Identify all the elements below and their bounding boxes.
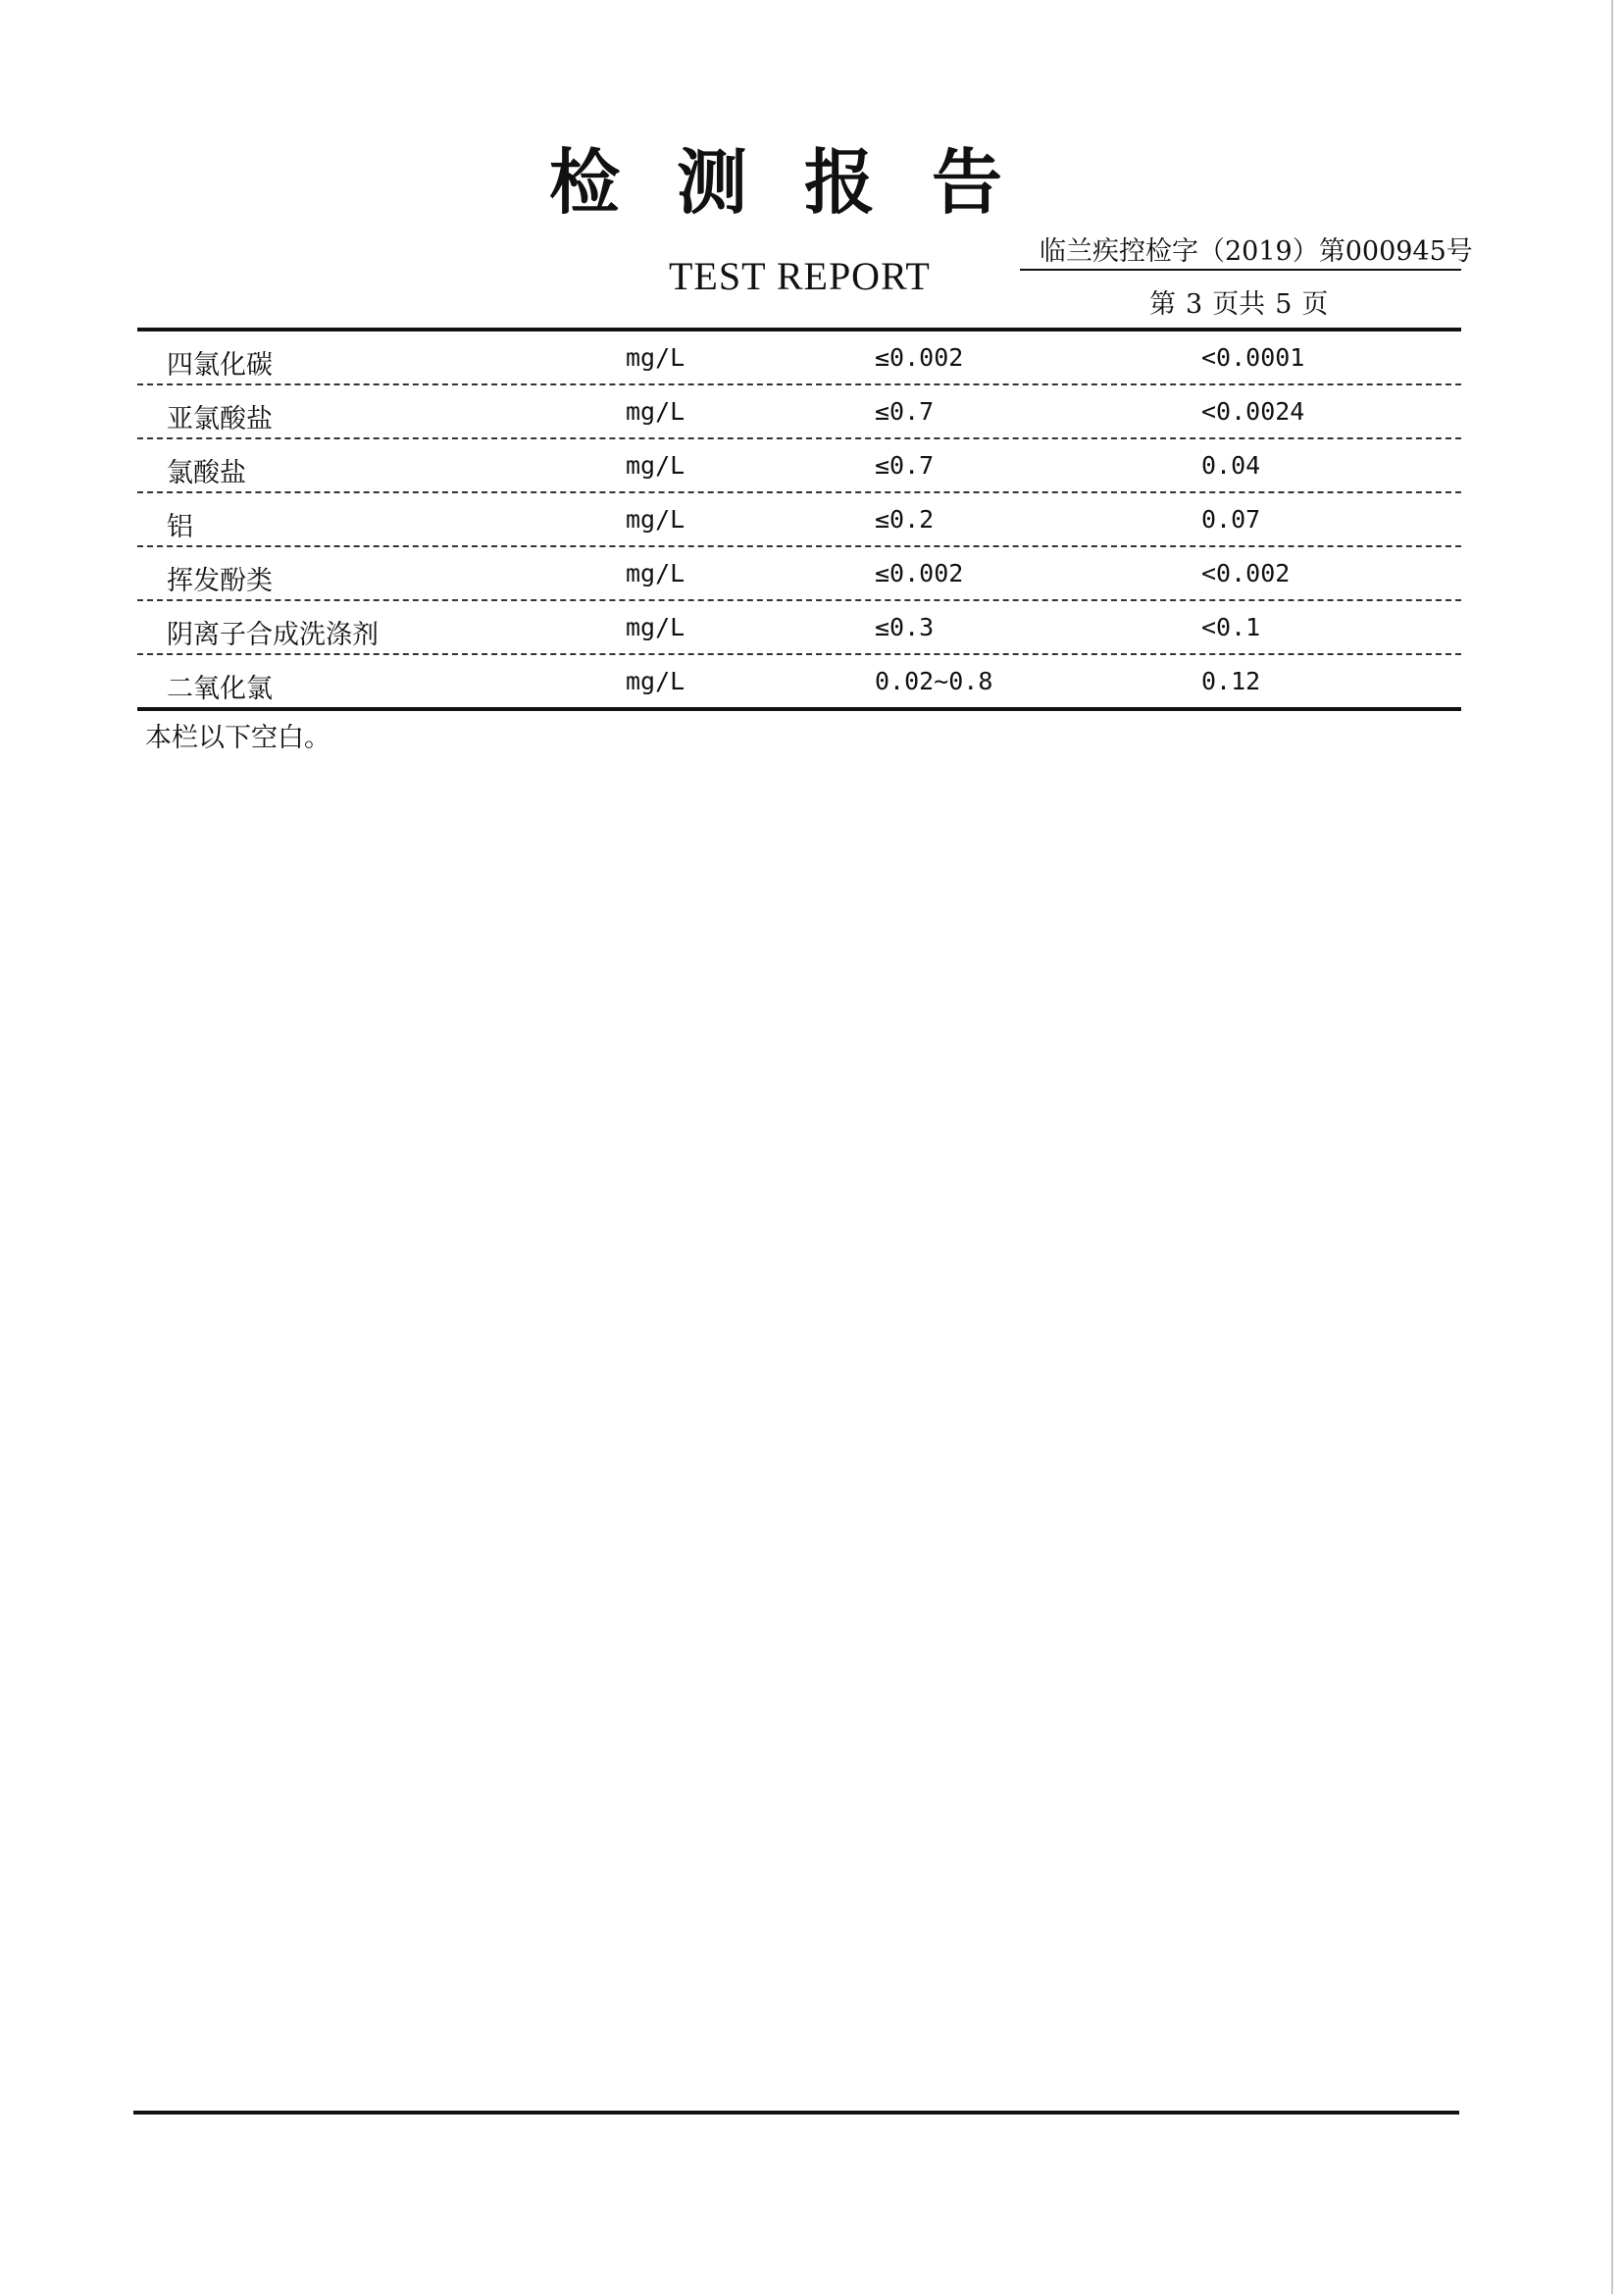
table-row: [137, 547, 1461, 601]
table-row: [137, 601, 1461, 655]
page-current: 3: [1186, 289, 1203, 320]
item-limit: ≤0.3: [875, 613, 935, 641]
scan-edge: [1611, 0, 1613, 2294]
item-unit: mg/L: [626, 559, 685, 587]
item-result: <0.002: [1201, 559, 1291, 587]
item-name: 阴离子合成洗涤剂: [167, 620, 379, 650]
item-limit: ≤0.002: [875, 343, 964, 372]
report-number: 临兰疾控检字（2019）第000945号: [1040, 236, 1473, 267]
item-limit: ≤0.2: [875, 505, 935, 534]
page-prefix: 第: [1149, 289, 1176, 320]
item-name: 亚氯酸盐: [167, 404, 273, 434]
table-row: [137, 385, 1461, 439]
item-name: 铝: [167, 512, 193, 542]
item-limit: ≤0.7: [875, 397, 935, 426]
page-total: 5: [1275, 289, 1293, 320]
page-middle: 页共: [1212, 289, 1266, 320]
item-result: <0.0024: [1201, 397, 1305, 426]
end-note: 本栏以下空白。: [145, 723, 330, 753]
item-unit: mg/L: [626, 343, 685, 372]
item-unit: mg/L: [626, 505, 685, 534]
item-result: 0.04: [1201, 451, 1261, 480]
item-name: 氯酸盐: [167, 458, 246, 488]
item-name: 挥发酚类: [167, 566, 273, 596]
item-result: 0.12: [1201, 667, 1261, 695]
item-result: 0.07: [1201, 505, 1261, 534]
item-limit: ≤0.002: [875, 559, 964, 587]
report-number-underline: [1020, 269, 1461, 271]
table-row: [137, 493, 1461, 547]
item-unit: mg/L: [626, 667, 685, 695]
page-suffix: 页: [1301, 289, 1329, 320]
bottom-rule: [133, 2111, 1459, 2115]
item-result: <0.1: [1201, 613, 1261, 641]
item-name: 四氯化碳: [167, 350, 273, 381]
item-limit: ≤0.7: [875, 451, 935, 480]
page-indicator: [1149, 282, 1328, 321]
item-unit: mg/L: [626, 397, 685, 426]
item-unit: mg/L: [626, 613, 685, 641]
table-row: [137, 655, 1461, 707]
item-limit: 0.02~0.8: [875, 667, 993, 695]
table-row: [137, 331, 1461, 385]
item-name: 二氧化氯: [167, 674, 273, 704]
item-result: <0.0001: [1201, 343, 1305, 372]
report-title: 检测报告: [549, 140, 1060, 224]
report-subtitle: TEST REPORT: [669, 254, 931, 298]
results-table: [137, 328, 1461, 711]
item-unit: mg/L: [626, 451, 685, 480]
table-row: [137, 439, 1461, 493]
